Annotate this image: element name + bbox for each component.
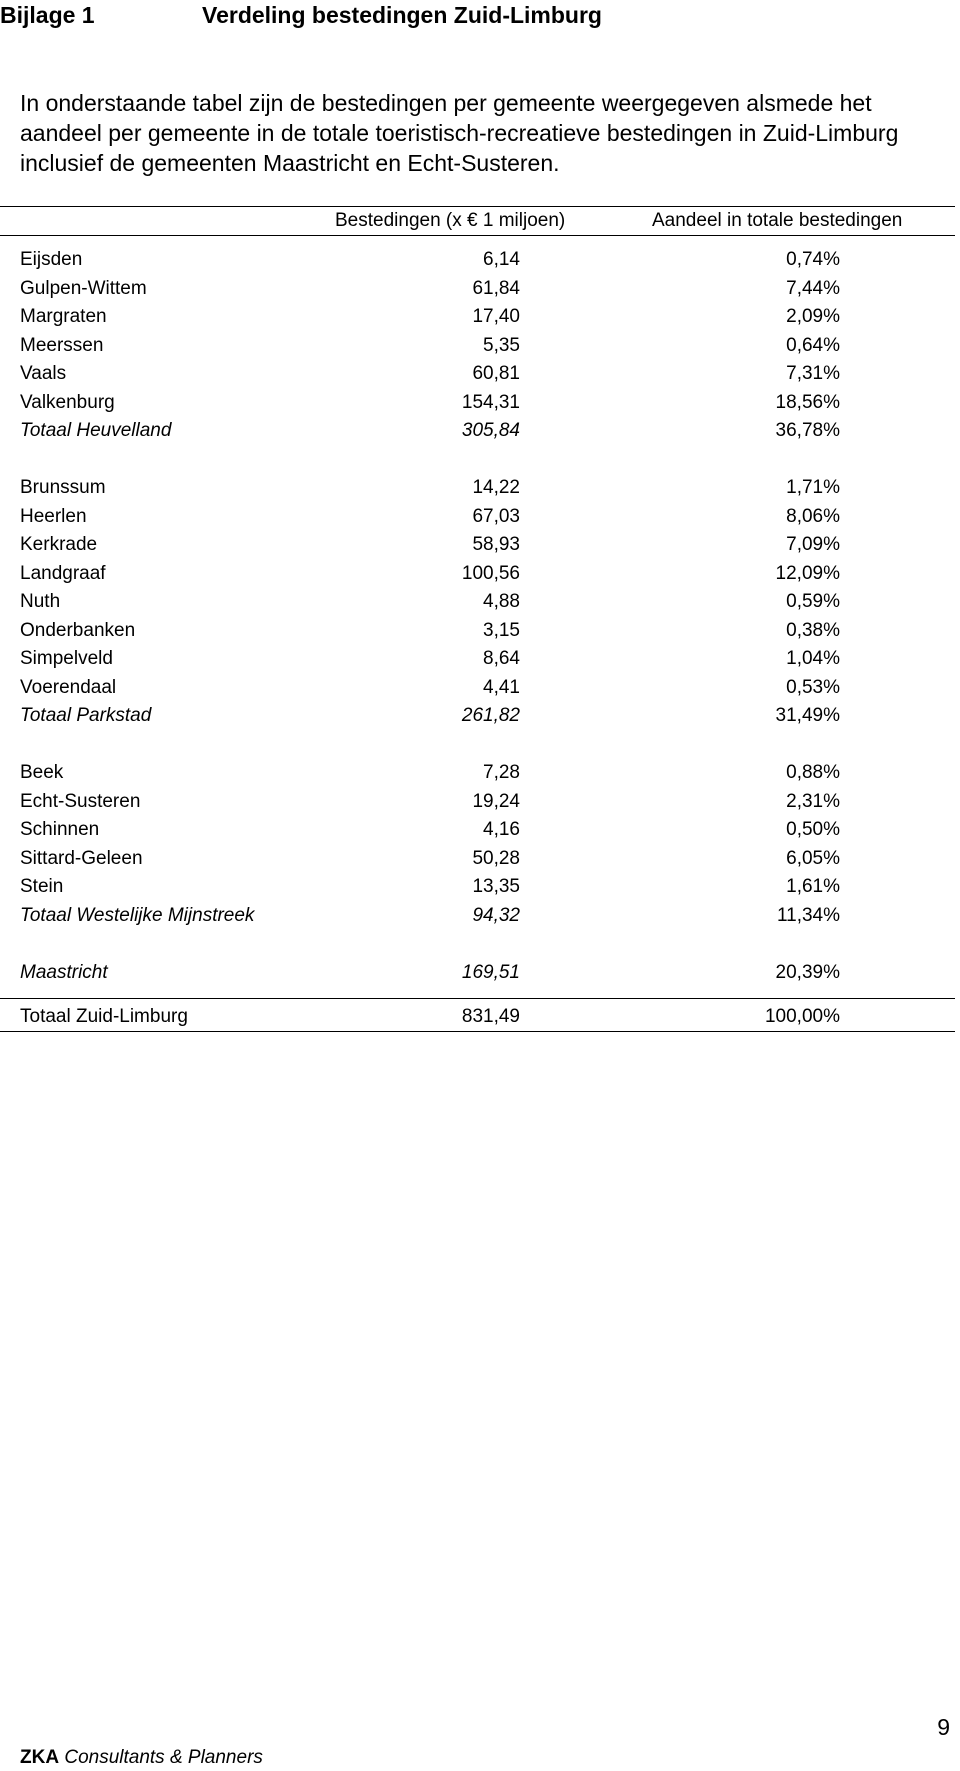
row-value: 61,84 bbox=[472, 277, 520, 299]
row-name: Kerkrade bbox=[20, 534, 98, 555]
row-name: Meerssen bbox=[20, 334, 104, 356]
column-header-share: Aandeel in totale bestedingen bbox=[652, 210, 903, 231]
row-name: Nuth bbox=[20, 591, 61, 612]
row-share: 0,59% bbox=[786, 591, 840, 612]
grand-total-row bbox=[0, 1003, 955, 1030]
table-row bbox=[0, 332, 955, 359]
table-row bbox=[0, 845, 955, 872]
row-value: 50,28 bbox=[472, 847, 520, 869]
row-value: 154,31 bbox=[461, 391, 520, 413]
row-share: 0,53% bbox=[786, 676, 840, 698]
row-value: 4,41 bbox=[483, 676, 520, 698]
column-header-spending: Bestedingen (x € 1 miljoen) bbox=[335, 210, 566, 231]
grand-total-bottom-rule bbox=[0, 1031, 955, 1032]
row-share: 36,78% bbox=[775, 420, 840, 441]
row-value: 5,35 bbox=[483, 334, 520, 356]
row-name: Heerlen bbox=[20, 505, 87, 527]
row-value: 100,56 bbox=[461, 562, 520, 584]
row-share: 8,06% bbox=[786, 505, 840, 527]
row-name: Totaal Zuid-Limburg bbox=[20, 1006, 188, 1027]
row-value: 4,88 bbox=[483, 591, 520, 612]
row-name: Onderbanken bbox=[20, 619, 136, 641]
table-header-row bbox=[0, 207, 955, 234]
row-share: 12,09% bbox=[775, 562, 840, 584]
row-value: 261,82 bbox=[461, 705, 520, 726]
row-name: Gulpen-Wittem bbox=[20, 277, 147, 299]
page-number: 9 bbox=[937, 1714, 950, 1740]
row-share: 31,49% bbox=[775, 705, 840, 726]
table-row bbox=[0, 275, 955, 302]
row-share: 1,71% bbox=[786, 477, 840, 498]
row-name: Eijsden bbox=[20, 249, 83, 270]
row-share: 0,64% bbox=[786, 334, 840, 356]
appendix-number: Bijlage 1 bbox=[0, 2, 95, 28]
footer-company-rest: Consultants & Planners bbox=[59, 1747, 263, 1768]
row-share: 1,61% bbox=[786, 876, 840, 897]
maastricht-row bbox=[0, 959, 955, 986]
intro-paragraph: In onderstaande tabel zijn de bestedingen per gemeente weergegeven alsmede het aandeel per gemeente in de totale toeristisch-recreatieve bestedingen in Zuid-Limburg inclusief de gemeenten Maastricht en Echt-Susteren. bbox=[20, 90, 899, 176]
row-share: 0,88% bbox=[786, 762, 840, 783]
row-value: 3,15 bbox=[483, 619, 520, 641]
row-name: Totaal Heuvelland bbox=[20, 420, 172, 441]
row-value: 14,22 bbox=[472, 477, 520, 498]
row-value: 305,84 bbox=[461, 420, 520, 441]
row-value: 94,32 bbox=[472, 904, 520, 926]
row-share: 1,04% bbox=[786, 648, 840, 669]
row-share: 11,34% bbox=[776, 904, 840, 926]
table-row bbox=[0, 531, 955, 558]
table-row bbox=[0, 303, 955, 330]
table-row bbox=[0, 674, 955, 701]
row-value: 60,81 bbox=[472, 363, 520, 384]
row-value: 8,64 bbox=[483, 648, 520, 669]
row-value: 67,03 bbox=[472, 505, 520, 527]
footer-company bbox=[20, 1747, 263, 1769]
table-row bbox=[0, 759, 955, 786]
row-value: 19,24 bbox=[472, 790, 520, 812]
row-name: Valkenburg bbox=[20, 391, 115, 413]
table-header-rule bbox=[0, 235, 955, 236]
table-row bbox=[0, 617, 955, 644]
row-name: Voerendaal bbox=[20, 676, 117, 698]
row-name: Maastricht bbox=[20, 961, 108, 983]
row-share: 6,05% bbox=[786, 847, 840, 869]
subtotal-row bbox=[0, 417, 955, 444]
row-share: 0,38% bbox=[786, 619, 840, 641]
row-name: Margraten bbox=[20, 306, 107, 327]
row-value: 831,49 bbox=[461, 1006, 520, 1027]
row-value: 4,16 bbox=[483, 819, 520, 840]
row-share: 7,44% bbox=[786, 277, 840, 299]
row-name: Sittard-Geleen bbox=[20, 847, 143, 869]
row-name: Stein bbox=[20, 876, 64, 897]
table-row bbox=[0, 503, 955, 530]
row-value: 169,51 bbox=[461, 961, 520, 983]
row-name: Schinnen bbox=[20, 819, 100, 840]
table-row bbox=[0, 360, 955, 387]
subtotal-row bbox=[0, 902, 955, 929]
row-name: Vaals bbox=[20, 363, 67, 384]
row-value: 58,93 bbox=[472, 534, 520, 555]
table-row bbox=[0, 645, 955, 672]
row-share: 2,09% bbox=[786, 306, 840, 327]
row-share: 7,31% bbox=[786, 363, 840, 384]
table-row bbox=[0, 788, 955, 815]
row-name: Beek bbox=[20, 762, 64, 783]
table-row bbox=[0, 588, 955, 615]
row-share: 100,00% bbox=[764, 1006, 840, 1027]
table-row bbox=[0, 873, 955, 900]
footer-brand: ZKA bbox=[20, 1747, 60, 1768]
table-row bbox=[0, 474, 955, 501]
row-value: 13,35 bbox=[472, 876, 520, 897]
row-share: 2,31% bbox=[786, 790, 840, 812]
grand-total-top-rule bbox=[0, 998, 955, 999]
row-value: 6,14 bbox=[483, 249, 520, 270]
row-share: 18,56% bbox=[775, 391, 840, 413]
table-row bbox=[0, 389, 955, 416]
row-name: Totaal Parkstad bbox=[20, 705, 152, 726]
row-value: 17,40 bbox=[472, 306, 520, 327]
row-share: 20,39% bbox=[775, 961, 840, 983]
row-name: Simpelveld bbox=[20, 648, 113, 669]
row-share: 0,50% bbox=[786, 819, 840, 840]
row-share: 0,74% bbox=[786, 249, 840, 270]
row-name: Totaal Westelijke Mijnstreek bbox=[20, 904, 255, 926]
row-value: 7,28 bbox=[483, 762, 520, 783]
subtotal-row bbox=[0, 702, 955, 729]
table-row bbox=[0, 560, 955, 587]
table-row bbox=[0, 246, 955, 273]
appendix-title: Verdeling bestedingen Zuid-Limburg bbox=[202, 2, 602, 28]
row-name: Echt-Susteren bbox=[20, 790, 141, 812]
row-share: 7,09% bbox=[786, 534, 840, 555]
row-name: Landgraaf bbox=[20, 562, 106, 584]
row-name: Brunssum bbox=[20, 477, 106, 498]
table-row bbox=[0, 816, 955, 843]
